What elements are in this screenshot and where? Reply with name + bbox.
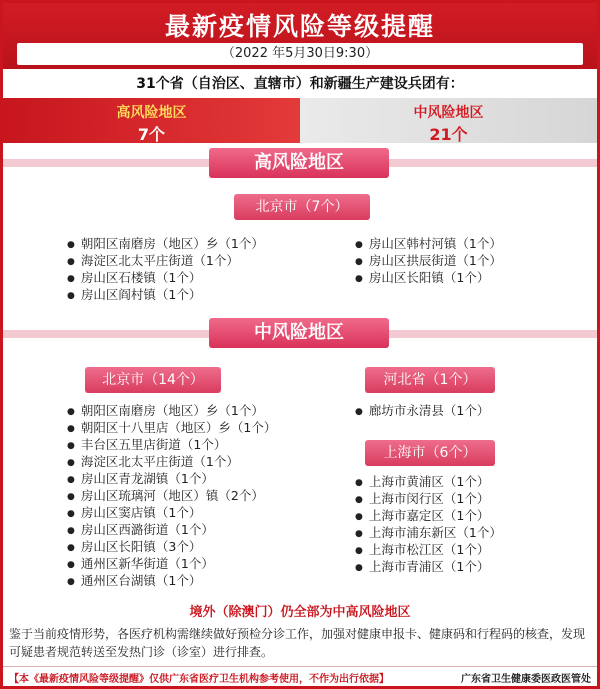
mid-shanghai-list bbox=[355, 473, 502, 575]
summary-text: 31个省（自治区、直辖市）和新疆生产建设兵团有： bbox=[136, 76, 464, 92]
list-item: ● 房山区阎村镇（1个） bbox=[67, 286, 264, 303]
list-item: ● 海淀区北太平庄街道（1个） bbox=[67, 453, 276, 470]
mid-region-shanghai: 上海市（6个） bbox=[365, 440, 495, 466]
list-item: ● 廊坊市永清县（1个） bbox=[355, 402, 489, 419]
mid-zone-banner: 中风险地区 bbox=[209, 318, 389, 348]
list-item: ● 朝阳区十八里店（地区）乡（1个） bbox=[67, 419, 276, 436]
list-item: ● 房山区石楼镇（1个） bbox=[67, 269, 264, 286]
list-item: ● 上海市黄浦区（1个） bbox=[355, 473, 502, 490]
list-item: ● 上海市嘉定区（1个） bbox=[355, 507, 502, 524]
abroad-note: 境外（除澳门）仍全部为中高风险地区 bbox=[189, 605, 411, 620]
high-risk-count: 7个 bbox=[137, 125, 166, 144]
mid-risk-count-panel bbox=[300, 98, 597, 143]
list-item: ● 房山区青龙湖镇（1个） bbox=[67, 470, 276, 487]
mid-beijing-list bbox=[67, 402, 276, 589]
list-item: ● 海淀区北太平庄街道（1个） bbox=[67, 252, 264, 269]
mid-risk-count: 21个 bbox=[429, 125, 468, 144]
list-item: ● 上海市闵行区（1个） bbox=[355, 490, 502, 507]
list-item: ● 上海市浦东新区（1个） bbox=[355, 524, 502, 541]
list-item: ● 房山区长阳镇（1个） bbox=[355, 269, 502, 286]
list-item: ● 房山区琉璃河（地区）镇（2个） bbox=[67, 487, 276, 504]
list-item: ● 房山区长阳镇（3个） bbox=[67, 538, 276, 555]
high-risk-label: 高风险地区 bbox=[116, 105, 187, 121]
list-item: ● 房山区拱辰街道（1个） bbox=[355, 252, 502, 269]
date-stamp: （2022 年5月30日9:30） bbox=[17, 43, 583, 65]
list-item: ● 朝阳区南磨房（地区）乡（1个） bbox=[67, 402, 276, 419]
mid-risk-label: 中风险地区 bbox=[413, 105, 484, 121]
page-title: 最新疫情风险等级提醒 bbox=[164, 12, 435, 41]
disclaimer: 【本《最新疫情风险等级提醒》仅供广东省医疗卫生机构参考使用，不作为出行依据】 bbox=[9, 674, 389, 685]
list-item: ● 房山区韩村河镇（1个） bbox=[355, 235, 502, 252]
list-item: ● 朝阳区南磨房（地区）乡（1个） bbox=[67, 235, 264, 252]
high-risk-count-panel bbox=[3, 98, 300, 143]
notice-text: 鉴于当前疫情形势，各医疗机构需继续做好预检分诊工作，加强对健康申报卡、健康码和行程码的核查，发现可疑患者规范转送至发热门诊（诊室）进行排查。 bbox=[9, 627, 586, 659]
mid-region-beijing: 北京市（14个） bbox=[85, 367, 221, 393]
list-item: ● 通州区台湖镇（1个） bbox=[67, 572, 276, 589]
high-zone-banner: 高风险地区 bbox=[209, 148, 389, 178]
list-item: ● 房山区西潞街道（1个） bbox=[67, 521, 276, 538]
issuer: 广东省卫生健康委医政医管处 bbox=[461, 674, 591, 685]
list-item: ● 房山区窦店镇（1个） bbox=[67, 504, 276, 521]
high-region-beijing: 北京市（7个） bbox=[234, 194, 370, 220]
footer bbox=[3, 666, 597, 687]
mid-region-hebei: 河北省（1个） bbox=[365, 367, 495, 393]
list-item: ● 丰台区五里店街道（1个） bbox=[67, 436, 276, 453]
high-beijing-list-left bbox=[67, 235, 264, 303]
header bbox=[3, 3, 597, 69]
list-item: ● 上海市松江区（1个） bbox=[355, 541, 502, 558]
high-beijing-list-right bbox=[355, 235, 502, 286]
list-item: ● 上海市青浦区（1个） bbox=[355, 558, 502, 575]
list-item: ● 通州区新华街道（1个） bbox=[67, 555, 276, 572]
mid-hebei-list bbox=[355, 402, 489, 419]
